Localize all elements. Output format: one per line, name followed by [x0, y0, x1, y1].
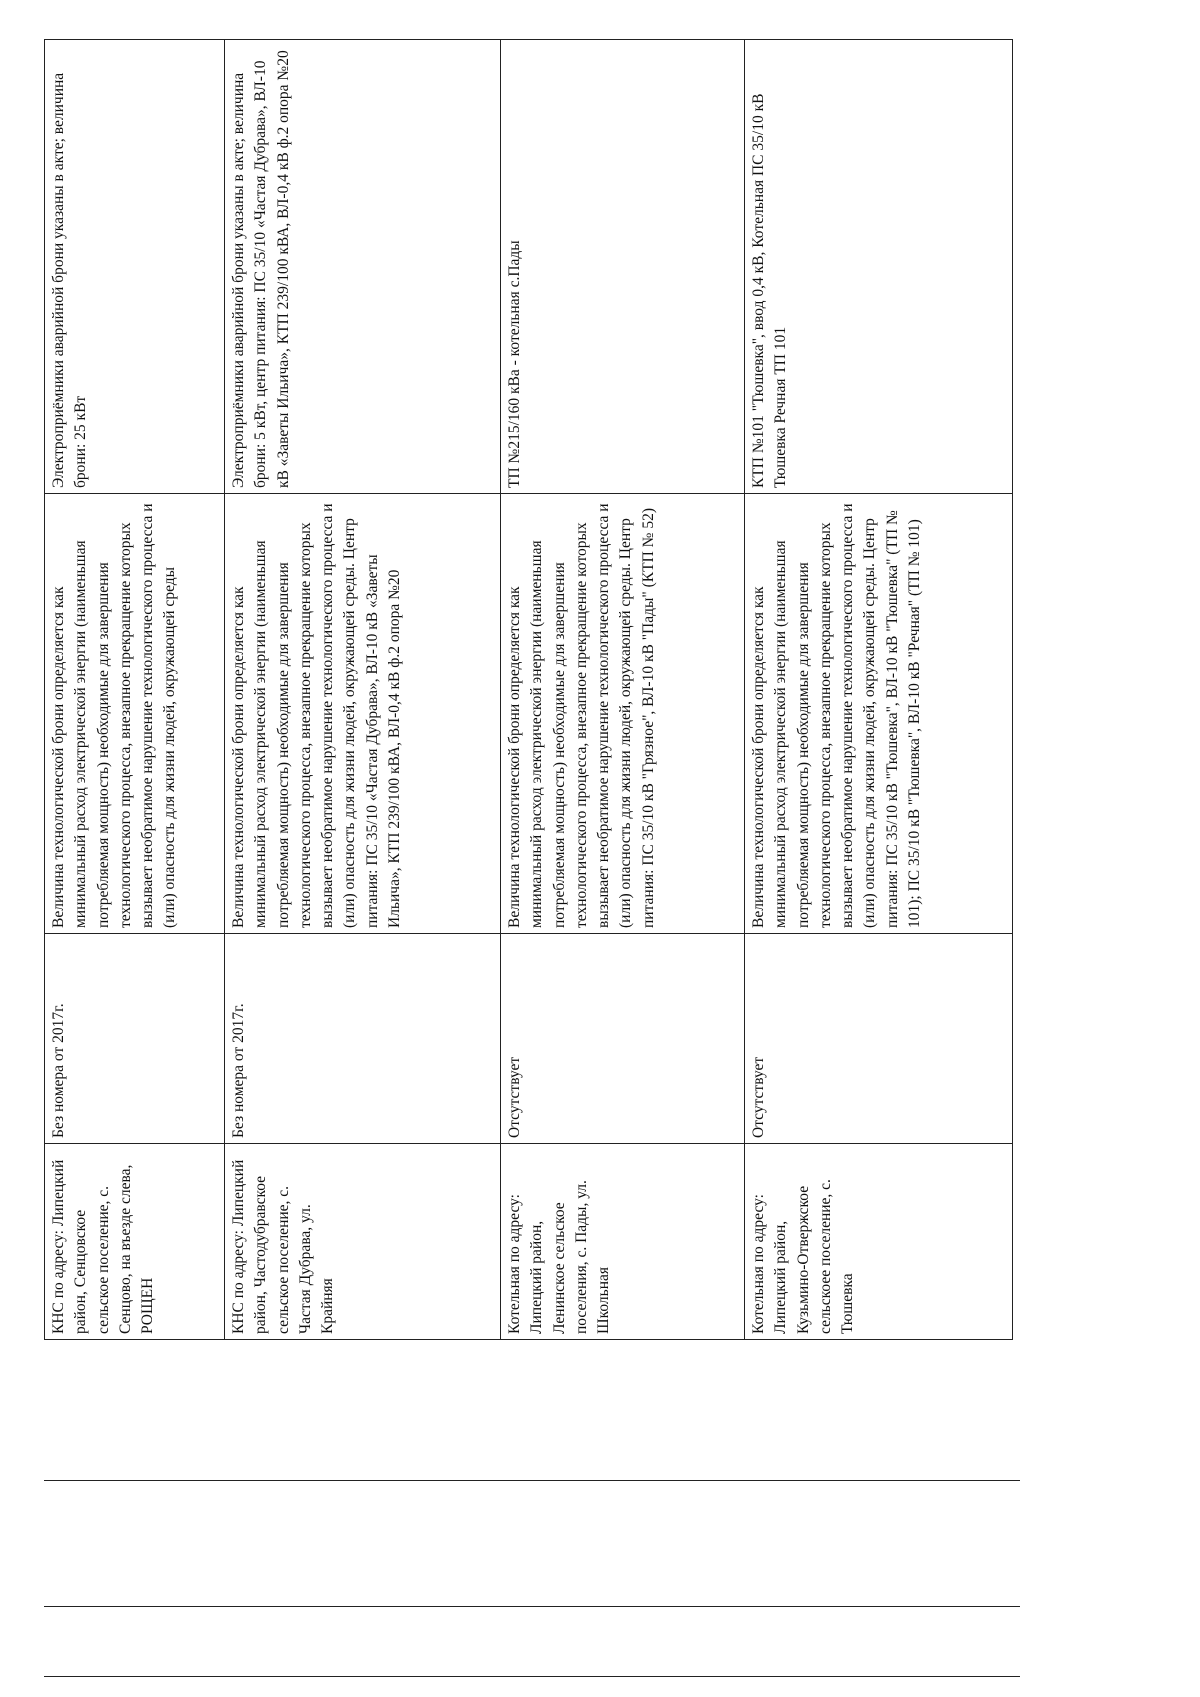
table-row	[225, 40, 501, 1340]
object-address-cell: КНС по адресу: Липецкий район, Частодубравское сельское поселение, с. Частая Дубрава, ул. Крайняя	[225, 1144, 501, 1340]
act-cell: Отсутствует	[501, 934, 745, 1144]
table-row	[45, 40, 225, 1340]
emergency-reserve-cell: ТП №215/160 кВа - котельная с.Пады	[501, 40, 745, 494]
emergency-reserve-cell: Электроприёмники аварийной брони указаны в акте; величина брони: 5 кВт, центр питания: ПС 35/10 «Частая Дубрава», ВЛ-10 кВ «Заветы Ильича», КТП 239/100 кВА, ВЛ-0,4 кВ ф.2 опора №20	[225, 40, 501, 494]
table-row	[501, 40, 745, 1340]
tech-reserve-cell: Величина технологической брони определяется как минимальный расход электрической энергии (наименьшая потребляемая мощность) необходимые для завершения технологического процесса, внезапное прекращение которых вызывает необратимое нарушение технологического процесса и (или) опасность для жизни людей, окружающей среды	[45, 494, 225, 934]
emergency-reserve-cell: КТП №101 "Тюшевка", ввод 0,4 кВ, Котельная ПС 35/10 кВ Тюшевка Речная ТП 101	[745, 40, 1013, 494]
act-cell: Без номера от 2017г.	[225, 934, 501, 1144]
tech-reserve-cell: Величина технологической брони определяется как минимальный расход электрической энергии (наименьшая потребляемая мощность) необходимые для завершения технологического процесса, внезапное прекращение которых вызывает необратимое нарушение технологического процесса и (или) опасность для жизни людей, окружающей среды. Центр питания: ПС 35/10 кВ "Грязное", ВЛ-10 кВ "Пады" (КТП № 52)	[501, 494, 745, 934]
reservation-table	[44, 39, 1013, 1340]
act-cell: Без номера от 2017г.	[45, 934, 225, 1144]
act-cell: Отсутствует	[745, 934, 1013, 1144]
object-address-cell: Котельная по адресу: Липецкий район, Кузьмино-Отвержское сельскоее поселение, с. Тюшевка	[745, 1144, 1013, 1340]
rotated-table-wrapper	[44, 40, 1012, 1340]
horizontal-rule	[44, 1606, 1020, 1607]
tech-reserve-cell: Величина технологической брони определяется как минимальный расход электрической энергии (наименьшая потребляемая мощность) необходимые для завершения технологического процесса, внезапное прекращение которых вызывает необратимое нарушение технологического процесса и (или) опасность для жизни людей, окружающей среды. Центр питания: ПС 35/10 «Частая Дубрава», ВЛ-10 кВ «Заветы Ильича», КТП 239/100 кВА, ВЛ-0,4 кВ ф.2 опора №20	[225, 494, 501, 934]
horizontal-rule	[44, 1480, 1020, 1481]
table-row	[745, 40, 1013, 1340]
tech-reserve-cell: Величина технологической брони определяется как минимальный расход электрической энергии (наименьшая потребляемая мощность) необходимые для завершения технологического процесса, внезапное прекращение которых вызывает необратимое нарушение технологического процесса и (или) опасность для жизни людей, окружающей среды. Центр питания: ПС 35/10 кВ "Тюшевка", ВЛ-10 кВ "Тюшевка" (ТП № 101); ПС 35/10 кВ "Тюшевка", ВЛ-10 кВ "Речная" (ТП № 101)	[745, 494, 1013, 934]
object-address-cell: Котельная по адресу: Липецкий район, Ленинское сельское поселения, с. Пады, ул. Школьная	[501, 1144, 745, 1340]
object-address-cell: КНС по адресу: Липецкий район, Сенцовское сельское поселение, с. Сенцово, на въезде слева, РОЩЕН	[45, 1144, 225, 1340]
emergency-reserve-cell: Электроприёмники аварийной брони указаны в акте; величина брони: 25 кВт	[45, 40, 225, 494]
horizontal-rule	[44, 1676, 1020, 1677]
